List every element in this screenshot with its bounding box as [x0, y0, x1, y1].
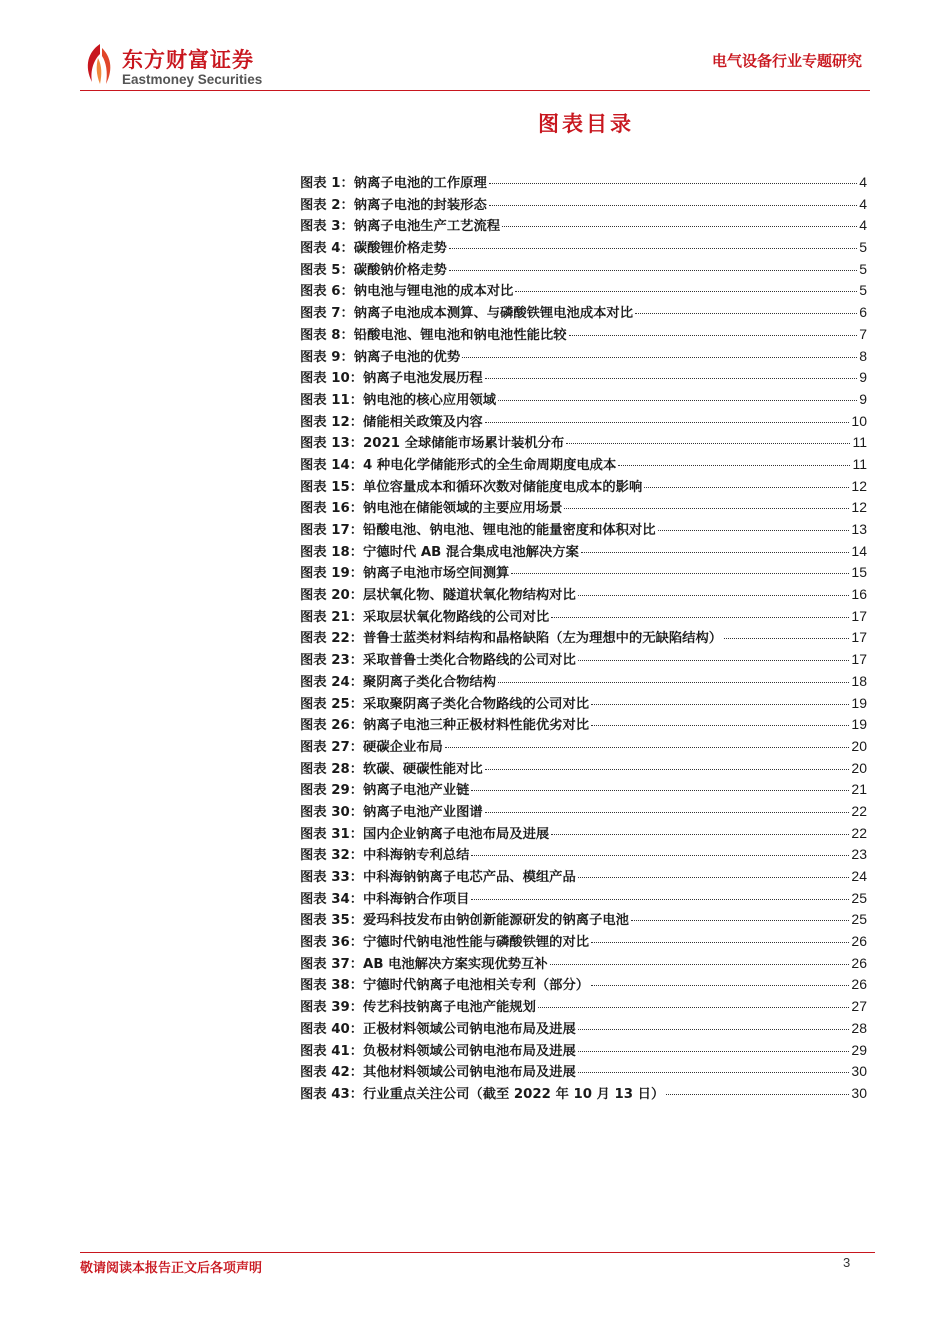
toc-leader-dots — [666, 1093, 849, 1095]
toc-leader-dots — [591, 724, 849, 726]
toc-entry-page: 30 — [851, 1063, 867, 1080]
toc-entry-label: 图表 33： — [300, 870, 364, 885]
toc-entry-label: 图表 17： — [300, 523, 364, 538]
toc-leader-dots — [591, 984, 849, 986]
toc-entry[interactable] — [300, 823, 867, 845]
toc-leader-dots — [515, 290, 857, 292]
toc-leader-dots — [551, 616, 849, 618]
toc-entry-page: 19 — [851, 716, 867, 733]
toc-leader-dots — [485, 377, 858, 379]
toc-entry-label: 图表 12： — [300, 414, 364, 430]
toc-entry-page: 20 — [851, 737, 867, 754]
toc-entry-page: 29 — [851, 1041, 867, 1058]
toc-entry[interactable] — [300, 693, 867, 715]
toc-entry-label: 图表 38： — [300, 978, 364, 994]
toc-entry-label: 图表 34： — [300, 891, 364, 907]
toc-entry-label: 图表 7： — [300, 306, 354, 322]
toc-leader-dots — [462, 356, 857, 358]
toc-entry-page: 22 — [851, 802, 867, 819]
toc-entry[interactable] — [300, 714, 867, 736]
toc-leader-dots — [550, 963, 850, 965]
toc-entry-page: 15 — [851, 564, 867, 581]
toc-leader-dots — [511, 572, 849, 574]
toc-entry[interactable] — [300, 649, 867, 671]
toc-entry-page: 8 — [859, 347, 867, 364]
toc-entry-label: 图表 31： — [300, 826, 364, 842]
toc-entry-page: 30 — [851, 1084, 867, 1101]
toc-entry-label: 图表 27： — [300, 739, 364, 755]
toc-entry-text: 硬碳企业布局 — [363, 739, 443, 755]
toc-leader-dots — [485, 811, 850, 813]
toc-entry-page: 12 — [851, 477, 867, 494]
toc-entry-page: 26 — [851, 933, 867, 950]
toc-entry[interactable] — [300, 519, 867, 541]
toc-entry[interactable] — [300, 237, 867, 259]
toc-entry-label: 图表 37： — [300, 956, 364, 972]
toc-leader-dots — [538, 1006, 850, 1008]
toc-entry-text: 钠离子电池生产工艺流程 — [353, 219, 501, 235]
page-header — [0, 0, 950, 100]
toc-entry-page: 18 — [851, 672, 867, 689]
header-divider — [80, 90, 870, 91]
toc-entry-page: 19 — [851, 694, 867, 711]
page-number: 3 — [843, 1255, 851, 1270]
toc-entry-text: 聚阴离子类化合物结构 — [363, 674, 496, 690]
toc-entry-text: 2021 全球储能市场累计装机分布 — [363, 436, 565, 452]
toc-leader-dots — [564, 507, 849, 509]
toc-entry-label: 图表 24： — [300, 674, 364, 690]
toc-leader-dots — [449, 247, 857, 249]
toc-entry-text: 钠离子电池产业链 — [363, 783, 470, 799]
toc-leader-dots — [644, 486, 849, 488]
toc-entry-label: 图表 3： — [300, 219, 354, 235]
report-section-title: 电气设备行业专题研究 — [711, 52, 862, 70]
toc-entry[interactable] — [300, 411, 867, 433]
toc-entry-page: 11 — [852, 434, 867, 451]
toc-leader-dots — [498, 399, 857, 401]
toc-entry-page: 6 — [859, 304, 867, 321]
toc-entry-page: 14 — [851, 542, 867, 559]
toc-entry-label: 图表 28： — [300, 761, 364, 777]
toc-entry-label: 图表 25： — [300, 696, 364, 712]
toc-leader-dots — [578, 659, 850, 661]
toc-leader-dots — [581, 551, 850, 553]
toc-entry-text: 宁德时代 AB 混合集成电池解决方案 — [363, 544, 579, 560]
toc-entry-label: 图表 40： — [300, 1021, 364, 1037]
toc-entry-text: 层状氧化物、隧道状氧化物结构对比 — [363, 588, 576, 604]
toc-entry-label: 图表 21： — [300, 609, 364, 625]
toc-entry[interactable] — [300, 367, 867, 389]
toc-entry-label: 图表 23： — [300, 653, 364, 669]
toc-entry-label: 图表 15： — [300, 479, 364, 495]
toc-entry[interactable] — [300, 562, 867, 584]
toc-entry-label: 图表 43： — [300, 1086, 364, 1102]
footer-disclaimer: 敬请阅读本报告正文后各项声明 — [80, 1261, 263, 1276]
toc-entry[interactable] — [300, 736, 867, 758]
toc-entry-label: 图表 14： — [300, 457, 364, 473]
toc-entry[interactable] — [300, 389, 867, 411]
toc-entry-text: 单位容量成本和循环次数对储能度电成本的影响 — [363, 479, 643, 495]
toc-entry[interactable] — [300, 844, 867, 866]
footer-divider — [80, 1252, 875, 1253]
toc-entry-text: 钠离子电池产业图谱 — [363, 804, 483, 820]
toc-leader-dots — [591, 941, 849, 943]
toc-entry-text: 中科海钠专利总结 — [363, 848, 470, 864]
toc-entry-label: 图表 4： — [300, 241, 354, 257]
toc-entry-text: 爱玛科技发布由钠创新能源研发的钠离子电池 — [363, 913, 629, 929]
toc-entry[interactable] — [300, 432, 867, 454]
toc-entry-page: 20 — [851, 759, 867, 776]
toc-entry[interactable] — [300, 627, 867, 649]
toc-entry-page: 27 — [851, 998, 867, 1015]
toc-entry-label: 图表 11： — [300, 392, 364, 408]
toc-entry-page: 9 — [859, 390, 867, 407]
toc-entry[interactable] — [300, 758, 867, 780]
toc-leader-dots — [498, 681, 849, 683]
toc-entry-text: 钠离子电池的工作原理 — [353, 176, 487, 191]
toc-entry[interactable] — [300, 346, 867, 368]
toc-entry[interactable] — [300, 324, 867, 346]
toc-entry-page: 24 — [851, 868, 867, 884]
toc-entry-page: 7 — [859, 325, 867, 342]
toc-entry[interactable] — [300, 866, 867, 888]
toc-entry-text: 铅酸电池、钠电池、锂电池的能量密度和体积对比 — [363, 523, 656, 538]
toc-entry[interactable] — [300, 584, 867, 606]
toc-entry[interactable] — [300, 302, 867, 324]
toc-entry[interactable] — [300, 541, 867, 563]
toc-entry-page: 21 — [851, 781, 867, 798]
toc-entry[interactable] — [300, 888, 867, 910]
toc-entry-text: 钠离子电池的封装形态 — [353, 197, 487, 213]
toc-leader-dots — [578, 1028, 850, 1030]
toc-entry[interactable] — [300, 280, 867, 302]
toc-entry-text: AB 电池解决方案实现优势互补 — [363, 956, 548, 972]
toc-leader-dots — [471, 854, 849, 856]
toc-entry-page: 4 — [859, 195, 867, 212]
toc-entry-label: 图表 35： — [300, 913, 364, 929]
toc-leader-dots — [591, 703, 849, 705]
toc-entry-label: 图表 2： — [300, 197, 354, 213]
toc-leader-dots — [618, 464, 850, 466]
toc-entry[interactable] — [300, 1018, 867, 1040]
toc-leader-dots — [485, 768, 850, 770]
toc-entry-page: 13 — [851, 521, 867, 537]
toc-entry-text: 碳酸钠价格走势 — [353, 262, 447, 278]
toc-entry[interactable] — [300, 259, 867, 281]
toc-entry[interactable] — [300, 996, 867, 1018]
toc-entry-text: 中科海钠钠离子电芯产品、模组产品 — [363, 870, 576, 885]
toc-entry-page: 4 — [859, 174, 867, 190]
toc-leader-dots — [658, 529, 850, 531]
toc-entry-label: 图表 8： — [300, 327, 354, 343]
toc-leader-dots — [489, 182, 857, 184]
toc-entry-page: 9 — [859, 369, 867, 386]
toc-entry-text: 中科海钠合作项目 — [363, 891, 470, 907]
toc-entry[interactable] — [300, 454, 867, 476]
toc-leader-dots — [471, 789, 849, 791]
toc-entry[interactable] — [300, 909, 867, 931]
toc-entry[interactable] — [300, 779, 867, 801]
toc-entry-text: 传艺科技钠离子电池产能规划 — [363, 1000, 536, 1016]
toc-leader-dots — [578, 1050, 850, 1052]
toc-entry-page: 17 — [851, 607, 867, 624]
toc-entry[interactable] — [300, 801, 867, 823]
toc-entry-text: 钠离子电池成本测算、与磷酸铁锂电池成本对比 — [353, 306, 634, 322]
toc-entry-label: 图表 13： — [300, 436, 364, 452]
toc-entry-page: 23 — [851, 846, 867, 863]
toc-entry-page: 12 — [851, 499, 867, 516]
logo-english-name: Eastmoney Securities — [122, 72, 263, 87]
toc-entry[interactable] — [300, 671, 867, 693]
toc-entry[interactable] — [300, 1083, 867, 1105]
toc-entry-text: 正极材料领域公司钠电池布局及进展 — [363, 1021, 576, 1037]
toc-entry[interactable] — [300, 194, 867, 216]
toc-entry-label: 图表 42： — [300, 1065, 364, 1081]
toc-entry-label: 图表 36： — [300, 935, 364, 951]
toc-entry-page: 16 — [851, 586, 867, 603]
eastmoney-logo-icon — [80, 42, 120, 86]
toc-entry[interactable] — [300, 1040, 867, 1062]
toc-entry-text: 4 种电化学储能形式的全生命周期度电成本 — [363, 457, 617, 473]
toc-entry-label: 图表 41： — [300, 1043, 364, 1059]
toc-leader-dots — [578, 594, 850, 596]
toc-entry-text: 钠电池与锂电池的成本对比 — [353, 284, 514, 300]
toc-leader-dots — [551, 833, 849, 835]
toc-leader-dots — [631, 919, 849, 921]
toc-leader-dots — [445, 746, 850, 748]
toc-entry-text: 软碳、硬碳性能对比 — [363, 761, 483, 777]
toc-entry-page: 5 — [859, 239, 867, 256]
toc-entry[interactable] — [300, 476, 867, 498]
toc-entry-page: 25 — [851, 889, 867, 906]
toc-entry-page: 22 — [851, 824, 867, 841]
toc-leader-dots — [485, 421, 850, 423]
toc-leader-dots — [449, 269, 857, 271]
toc-entry-text: 钠离子电池发展历程 — [363, 371, 483, 387]
toc-entry-text: 碳酸锂价格走势 — [353, 241, 447, 257]
toc-entry-label: 图表 26： — [300, 718, 364, 734]
toc-entry-label: 图表 5： — [300, 262, 354, 278]
toc-entry[interactable] — [300, 931, 867, 953]
toc-entry-text: 采取普鲁士类化合物路线的公司对比 — [363, 653, 576, 669]
toc-entry-text: 钠离子电池市场空间测算 — [363, 566, 510, 582]
toc-leader-dots — [724, 637, 849, 639]
toc-leader-dots — [566, 442, 850, 444]
toc-leader-dots — [489, 204, 857, 206]
toc-entry-text: 行业重点关注公司（截至 2022 年 10 月 13 日） — [363, 1086, 665, 1102]
toc-entry-text: 国内企业钠离子电池布局及进展 — [363, 826, 550, 842]
toc-entry-text: 宁德时代钠离子电池相关专利（部分） — [363, 978, 590, 994]
logo-chinese-name: 东方财富证券 — [122, 48, 254, 72]
toc-entry[interactable] — [300, 953, 867, 975]
toc-entry-text: 钠离子电池三种正极材料性能优劣对比 — [363, 718, 590, 734]
toc-entry-label: 图表 18： — [300, 544, 364, 560]
toc-entry-label: 图表 16： — [300, 501, 364, 517]
toc-entry-page: 26 — [851, 976, 867, 993]
toc-entry-label: 图表 29： — [300, 783, 364, 799]
toc-entry-page: 28 — [851, 1019, 867, 1036]
toc-leader-dots — [502, 225, 857, 227]
toc-entry-page: 11 — [852, 455, 867, 472]
toc-entry-label: 图表 19： — [300, 566, 364, 582]
toc-entry-label: 图表 22： — [300, 631, 364, 647]
toc-list — [300, 172, 867, 1105]
toc-entry-text: 钠电池在储能领域的主要应用场景 — [363, 501, 563, 517]
toc-entry[interactable] — [300, 606, 867, 628]
toc-entry[interactable] — [300, 172, 867, 194]
toc-entry[interactable] — [300, 497, 867, 519]
toc-entry-label: 图表 6： — [300, 284, 354, 300]
toc-entry[interactable] — [300, 1061, 867, 1083]
toc-entry-label: 图表 9： — [300, 349, 354, 365]
toc-entry-label: 图表 32： — [300, 848, 364, 864]
toc-entry-page: 5 — [859, 282, 867, 299]
toc-title: 图表目录 — [538, 112, 634, 136]
toc-entry-text: 宁德时代钠电池性能与磷酸铁锂的对比 — [363, 935, 590, 951]
toc-leader-dots — [578, 1071, 850, 1073]
toc-entry-label: 图表 1： — [300, 176, 354, 191]
toc-entry-text: 采取聚阴离子类化合物路线的公司对比 — [363, 696, 590, 712]
toc-entry[interactable] — [300, 974, 867, 996]
company-logo — [80, 42, 280, 90]
toc-entry[interactable] — [300, 215, 867, 237]
toc-entry-page: 17 — [851, 651, 867, 668]
toc-entry-label: 图表 30： — [300, 804, 364, 820]
toc-leader-dots — [578, 876, 850, 878]
toc-entry-text: 采取层状氧化物路线的公司对比 — [363, 609, 550, 625]
toc-entry-label: 图表 20： — [300, 588, 364, 604]
toc-entry-page: 17 — [851, 629, 867, 646]
toc-entry-text: 其他材料领域公司钠电池布局及进展 — [363, 1065, 576, 1081]
toc-entry-page: 10 — [851, 412, 867, 429]
toc-entry-text: 普鲁士蓝类材料结构和晶格缺陷（左为理想中的无缺陷结构） — [363, 631, 723, 647]
toc-entry-text: 钠电池的核心应用领域 — [363, 392, 496, 408]
toc-leader-dots — [569, 334, 858, 336]
toc-entry-page: 4 — [859, 217, 867, 234]
toc-leader-dots — [471, 898, 849, 900]
toc-entry-text: 铅酸电池、锂电池和钠电池性能比较 — [353, 327, 567, 343]
toc-entry-text: 储能相关政策及内容 — [363, 414, 483, 430]
toc-leader-dots — [635, 312, 857, 314]
toc-entry-page: 26 — [851, 954, 867, 971]
toc-entry-page: 5 — [859, 260, 867, 277]
toc-entry-text: 钠离子电池的优势 — [353, 349, 461, 365]
toc-entry-label: 图表 39： — [300, 1000, 364, 1016]
toc-entry-page: 25 — [851, 911, 867, 928]
toc-entry-text: 负极材料领域公司钠电池布局及进展 — [363, 1043, 576, 1059]
toc-entry-label: 图表 10： — [300, 371, 364, 387]
